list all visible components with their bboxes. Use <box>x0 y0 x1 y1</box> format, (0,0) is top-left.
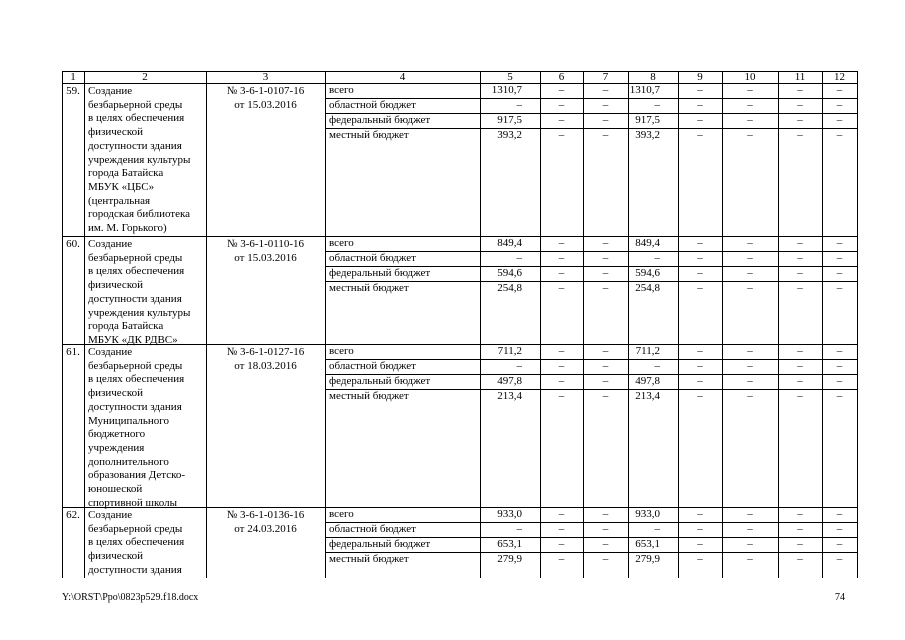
budget-value: – <box>797 508 803 520</box>
budget-value: – <box>697 237 703 249</box>
budget-value: – <box>697 84 703 96</box>
column-header: 11 <box>794 71 806 83</box>
object-name-line: физической <box>88 126 143 139</box>
row-number: 60. <box>66 238 80 250</box>
budget-value: – <box>602 237 609 249</box>
budget-value: 711,2 <box>635 345 660 357</box>
object-name-line: доступности здания <box>88 139 182 152</box>
object-name-line: безбарьерной среды <box>88 359 183 372</box>
row-number: 62. <box>66 509 80 521</box>
budget-value: – <box>697 252 703 264</box>
budget-value: – <box>797 553 803 565</box>
budget-label: местный бюджет <box>329 390 409 402</box>
object-name-line: физической <box>88 550 143 563</box>
budget-value: – <box>516 252 522 264</box>
budget-value: – <box>602 523 609 535</box>
budget-value: – <box>558 99 565 111</box>
budget-value: – <box>836 129 843 141</box>
document-number-line: № 3-6-1-0127-16 <box>226 346 305 358</box>
object-name-line: бюджетного <box>88 428 146 441</box>
budget-value: – <box>602 553 609 565</box>
budget-value: – <box>747 523 753 535</box>
budget-value: – <box>836 360 843 372</box>
budget-value: – <box>558 523 565 535</box>
column-rule <box>206 71 207 578</box>
budget-value: – <box>697 553 703 565</box>
budget-value: 213,4 <box>635 390 660 402</box>
budget-value: – <box>558 237 565 249</box>
budget-value: 849,4 <box>497 237 522 249</box>
budget-value: – <box>516 523 522 535</box>
column-header: 9 <box>697 71 703 83</box>
column-rule <box>540 71 541 578</box>
object-name-line: дополнительного <box>88 455 169 468</box>
column-header: 7 <box>602 71 609 83</box>
object-name-line: учреждения культуры <box>88 153 191 166</box>
budget-value: – <box>797 237 803 249</box>
column-rule <box>62 71 63 578</box>
budget-value: – <box>797 114 803 126</box>
budget-value: – <box>797 252 803 264</box>
budget-value: – <box>697 523 703 535</box>
budget-value: – <box>654 360 660 372</box>
budget-value: – <box>836 267 843 279</box>
budget-value: – <box>797 523 803 535</box>
budget-value: – <box>602 282 609 294</box>
budget-value: – <box>602 252 609 264</box>
budget-value: – <box>697 538 703 550</box>
budget-value: – <box>797 84 803 96</box>
budget-label: областной бюджет <box>329 99 416 111</box>
budget-value: 594,6 <box>635 267 660 279</box>
budget-value: – <box>697 390 703 402</box>
object-name-line: им. М. Горького) <box>88 222 167 234</box>
budget-label: федеральный бюджет <box>329 114 431 126</box>
column-header: 8 <box>650 71 656 83</box>
budget-value: – <box>836 114 843 126</box>
budget-label: областной бюджет <box>329 523 416 535</box>
budget-value: – <box>558 538 565 550</box>
budget-value: – <box>797 282 803 294</box>
budget-value: 933,0 <box>635 508 660 520</box>
budget-value: – <box>747 129 753 141</box>
object-name-line: физической <box>88 279 143 292</box>
budget-value: – <box>797 538 803 550</box>
budget-value: – <box>836 508 843 520</box>
row-number: 59. <box>66 85 80 97</box>
budget-value: – <box>697 508 703 520</box>
budget-value: – <box>836 523 843 535</box>
budget-value: – <box>797 345 803 357</box>
budget-label: областной бюджет <box>329 360 416 372</box>
budget-label: всего <box>329 508 354 520</box>
column-rule <box>722 71 723 578</box>
budget-value: – <box>836 345 843 357</box>
column-rule <box>678 71 679 578</box>
budget-value: – <box>747 252 753 264</box>
object-name-line: безбарьерной среды <box>88 251 183 264</box>
budget-value: – <box>747 237 753 249</box>
document-number-line: от 18.03.2016 <box>234 359 297 372</box>
budget-value: – <box>558 375 565 387</box>
budget-value: – <box>697 99 703 111</box>
budget-value: – <box>836 553 843 565</box>
budget-value: 497,8 <box>635 375 660 387</box>
object-name-line: городская библиотека <box>88 208 191 221</box>
budget-value: – <box>558 508 565 520</box>
page-number: 74 <box>835 592 845 603</box>
budget-value: – <box>836 538 843 550</box>
budget-value: – <box>602 84 609 96</box>
object-name-line: юношеской <box>88 483 143 495</box>
object-name-line: Муниципального <box>88 414 170 427</box>
budget-value: – <box>747 114 753 126</box>
column-rule <box>480 71 481 578</box>
budget-value: – <box>836 282 843 294</box>
budget-value: 497,8 <box>497 375 522 387</box>
budget-value: – <box>797 375 803 387</box>
object-name-line: Создание <box>88 238 133 250</box>
column-rule <box>628 71 629 578</box>
budget-value: 279,9 <box>635 553 660 565</box>
budget-value: – <box>558 360 565 372</box>
budget-value: – <box>558 282 565 294</box>
column-header: 10 <box>744 71 756 83</box>
document-number-line: от 15.03.2016 <box>234 251 297 264</box>
budget-value: – <box>697 114 703 126</box>
budget-value: – <box>516 360 522 372</box>
object-name-line: в целях обеспечения <box>88 373 185 386</box>
document-number-line: от 24.03.2016 <box>234 522 297 535</box>
budget-value: – <box>836 84 843 96</box>
budget-value: 1310,7 <box>629 84 660 96</box>
object-name-line: в целях обеспечения <box>88 265 185 278</box>
budget-value: – <box>747 99 753 111</box>
budget-label: федеральный бюджет <box>329 538 431 550</box>
column-rule <box>778 71 779 578</box>
object-name-line: учреждения <box>88 441 145 454</box>
budget-value: – <box>602 360 609 372</box>
budget-label: всего <box>329 84 354 96</box>
budget-value: – <box>697 360 703 372</box>
budget-value: – <box>654 252 660 264</box>
budget-label: областной бюджет <box>329 252 416 264</box>
document-number-line: № 3-6-1-0136-16 <box>226 509 305 521</box>
budget-value: – <box>697 375 703 387</box>
budget-value: – <box>558 114 565 126</box>
budget-value: – <box>747 553 753 565</box>
budget-value: – <box>602 267 609 279</box>
object-name-line: безбарьерной среды <box>88 98 183 111</box>
object-name-line: спортивной школы <box>88 496 178 509</box>
document-number-line: от 15.03.2016 <box>234 98 297 111</box>
column-rule <box>84 71 85 578</box>
budget-value: – <box>602 129 609 141</box>
budget-label: федеральный бюджет <box>329 375 431 387</box>
document-number-line: № 3-6-1-0107-16 <box>226 85 305 97</box>
budget-value: – <box>836 390 843 402</box>
column-header: 6 <box>558 71 565 83</box>
object-name-line: Создание <box>88 509 133 521</box>
column-header: 4 <box>399 71 406 83</box>
budget-value: – <box>602 390 609 402</box>
budget-value: – <box>747 508 753 520</box>
budget-value: – <box>697 267 703 279</box>
budget-value: 254,8 <box>635 282 660 294</box>
budget-value: – <box>558 390 565 402</box>
object-name-line: физической <box>88 387 143 400</box>
column-header: 2 <box>142 71 148 83</box>
column-header: 3 <box>262 71 269 83</box>
budget-value: – <box>516 99 522 111</box>
budget-value: – <box>602 375 609 387</box>
budget-value: – <box>697 345 703 357</box>
budget-value: – <box>747 360 753 372</box>
budget-value: – <box>747 267 753 279</box>
budget-value: – <box>602 114 609 126</box>
budget-value: – <box>836 237 843 249</box>
budget-value: – <box>602 345 609 357</box>
column-rule <box>857 71 858 578</box>
budget-value: 254,8 <box>497 282 522 294</box>
object-name-line: в целях обеспечения <box>88 536 185 549</box>
budget-value: – <box>558 84 565 96</box>
object-name-line: безбарьерной среды <box>88 522 183 535</box>
budget-value: – <box>836 252 843 264</box>
budget-value: 594,6 <box>497 267 522 279</box>
column-rule <box>583 71 584 578</box>
budget-value: – <box>836 99 843 111</box>
budget-value: – <box>747 538 753 550</box>
budget-value: – <box>558 252 565 264</box>
budget-value: 393,2 <box>635 129 660 141</box>
budget-label: местный бюджет <box>329 129 409 141</box>
budget-value: 849,4 <box>635 237 660 249</box>
object-name-line: в целях обеспечения <box>88 112 185 125</box>
object-name-line: (центральная <box>88 194 151 207</box>
object-name-line: доступности здания <box>88 563 182 576</box>
budget-value: 393,2 <box>497 129 522 141</box>
column-rule <box>822 71 823 578</box>
budget-value: – <box>558 129 565 141</box>
budget-label: местный бюджет <box>329 553 409 565</box>
object-name-line: доступности здания <box>88 292 182 305</box>
budget-value: 653,1 <box>635 538 660 550</box>
budget-value: 213,4 <box>497 390 522 402</box>
object-name-line: МБУК «ДК РДВС» <box>88 333 178 346</box>
budget-value: – <box>747 375 753 387</box>
budget-value: 917,5 <box>497 114 522 126</box>
column-header: 12 <box>834 71 845 83</box>
budget-value: – <box>558 553 565 565</box>
budget-value: – <box>836 375 843 387</box>
budget-value: – <box>602 538 609 550</box>
budget-value: 933,0 <box>497 508 522 520</box>
budget-value: – <box>797 390 803 402</box>
object-name-line: учреждения культуры <box>88 306 191 319</box>
budget-value: – <box>697 282 703 294</box>
budget-value: – <box>747 390 753 402</box>
budget-value: – <box>654 99 660 111</box>
budget-value: – <box>654 523 660 535</box>
object-name-line: образования Детско- <box>88 469 186 482</box>
budget-value: – <box>797 267 803 279</box>
object-name-line: Создание <box>88 85 133 97</box>
column-header: 5 <box>507 71 513 83</box>
row-number: 61. <box>66 346 80 358</box>
budget-value: – <box>747 345 753 357</box>
object-name-line: города Батайска <box>88 320 164 333</box>
budget-value: 1310,7 <box>491 84 522 96</box>
budget-value: – <box>602 508 609 520</box>
budget-value: – <box>747 84 753 96</box>
budget-value: – <box>697 129 703 141</box>
document-number-line: № 3-6-1-0110-16 <box>227 238 304 250</box>
budget-value: 279,9 <box>497 553 522 565</box>
budget-label: всего <box>329 237 354 249</box>
budget-value: 653,1 <box>497 538 522 550</box>
object-name-line: доступности здания <box>88 400 182 413</box>
budget-label: федеральный бюджет <box>329 267 431 279</box>
budget-value: – <box>797 129 803 141</box>
budget-value: 917,5 <box>635 114 660 126</box>
budget-value: – <box>797 99 803 111</box>
budget-value: – <box>747 282 753 294</box>
budget-label: местный бюджет <box>329 282 409 294</box>
budget-value: – <box>558 267 565 279</box>
footer-file-path: Y:\ORST\Ppo\0823p529.f18.docx <box>62 592 199 603</box>
column-header: 1 <box>70 71 76 83</box>
object-name-line: Создание <box>88 346 133 358</box>
budget-value: – <box>558 345 565 357</box>
object-name-line: города Батайска <box>88 167 164 180</box>
budget-value: – <box>602 99 609 111</box>
budget-value: 711,2 <box>497 345 522 357</box>
budget-label: всего <box>329 345 354 357</box>
object-name-line: МБУК «ЦБС» <box>88 180 155 193</box>
column-rule <box>325 71 326 578</box>
budget-value: – <box>797 360 803 372</box>
